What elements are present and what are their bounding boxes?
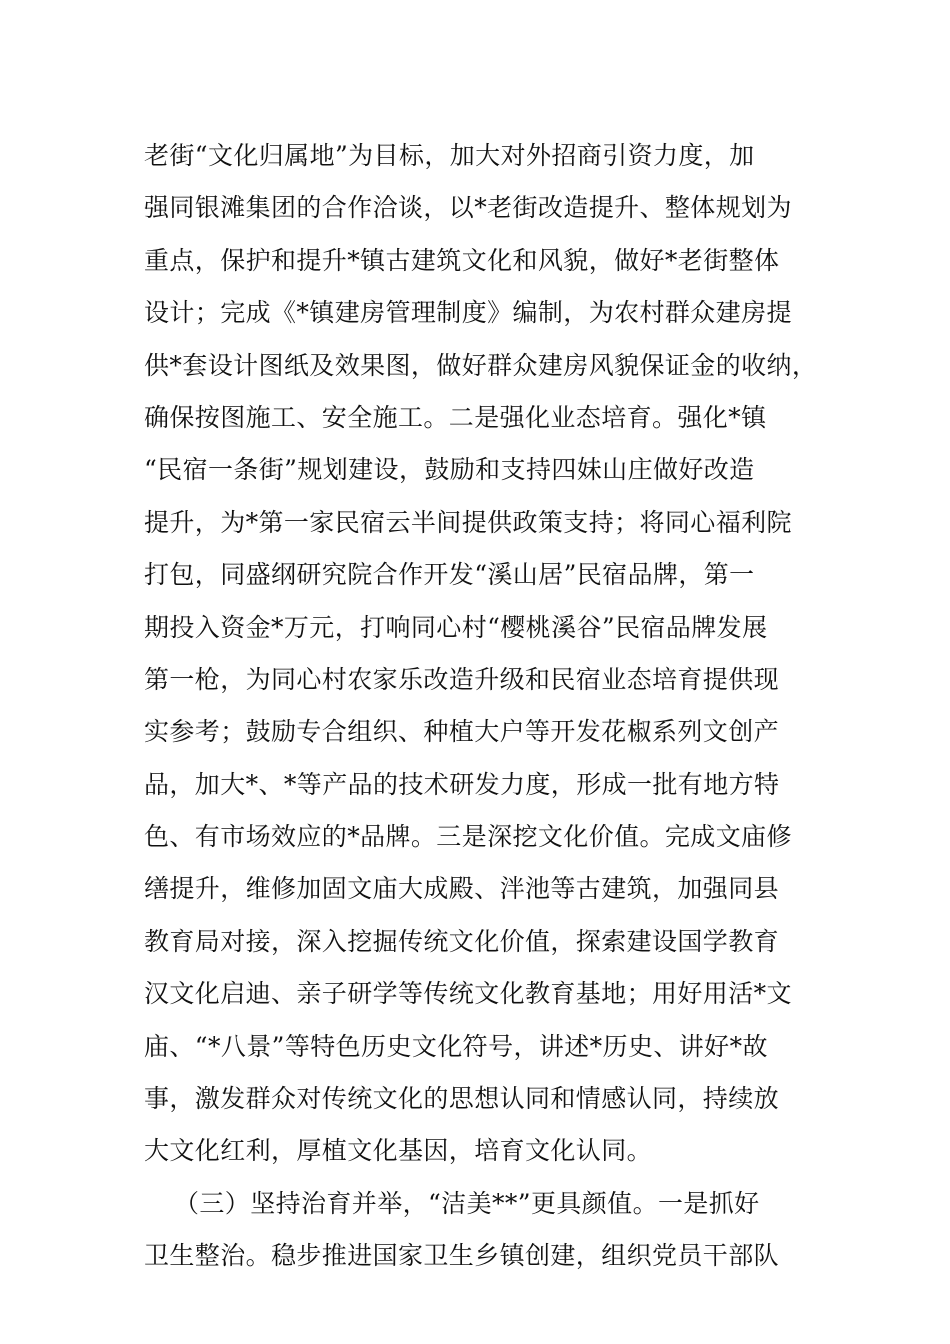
text-line: 大文化红利，厚植文化基因，培育文化认同。 bbox=[144, 1136, 653, 1166]
text-line: 实参考；鼓励专合组织、种植大户等开发花椒系列文创产 bbox=[144, 717, 780, 747]
text-line: 重点，保护和提升*镇古建筑文化和风貌，做好*老街整体 bbox=[144, 245, 780, 275]
text-line: 教育局对接，深入挖掘传统文化价值，探索建设国学教育 bbox=[144, 926, 780, 956]
text-line: 设计；完成《*镇建房管理制度》编制，为农村群众建房提 bbox=[144, 298, 792, 328]
text-line: 色、有市场效应的*品牌。三是深挖文化价值。完成文庙修 bbox=[144, 822, 792, 852]
text-line: 品，加大*、*等产品的技术研发力度，形成一批有地方特 bbox=[144, 769, 780, 799]
body-text bbox=[144, 130, 844, 1283]
text-line: 确保按图施工、安全施工。二是强化业态培育。强化*镇 bbox=[144, 402, 767, 432]
text-line: 供*套设计图纸及效果图，做好群众建房风貌保证金的收纳， bbox=[144, 350, 818, 380]
text-line: 第一枪，为同心村农家乐改造升级和民宿业态培育提供现 bbox=[144, 664, 780, 694]
text-line: 打包，同盛纲研究院合作开发“溪山居”民宿品牌，第一 bbox=[144, 560, 755, 590]
text-line: 老街“文化归属地”为目标，加大对外招商引资力度，加 bbox=[144, 141, 755, 170]
text-line: 强同银滩集团的合作洽谈，以*老街改造提升、整体规划为 bbox=[144, 193, 792, 223]
text-line: “民宿一条街”规划建设，鼓励和支持四妹山庄做好改造 bbox=[144, 455, 755, 485]
text-line: 缮提升，维修加固文庙大成殿、泮池等古建筑，加强同县 bbox=[144, 874, 780, 904]
text-line: 卫生整治。稳步推进国家卫生乡镇创建，组织党员干部队 bbox=[144, 1241, 780, 1271]
text-line: 汉文化启迪、亲子研学等传统文化教育基地；用好用活*文 bbox=[144, 979, 792, 1009]
section-heading-line: （三）坚持治育并举，“洁美**”更具颜值。一是抓好 bbox=[174, 1188, 760, 1218]
text-line: 期投入资金*万元，打响同心村“樱桃溪谷”民宿品牌发展 bbox=[144, 612, 768, 642]
text-line: 提升，为*第一家民宿云半间提供政策支持；将同心福利院 bbox=[144, 507, 792, 537]
text-line: 庙、“*八景”等特色历史文化符号，讲述*历史、讲好*故 bbox=[144, 1031, 768, 1061]
text-line: 事，激发群众对传统文化的思想认同和情感认同，持续放 bbox=[144, 1084, 780, 1114]
